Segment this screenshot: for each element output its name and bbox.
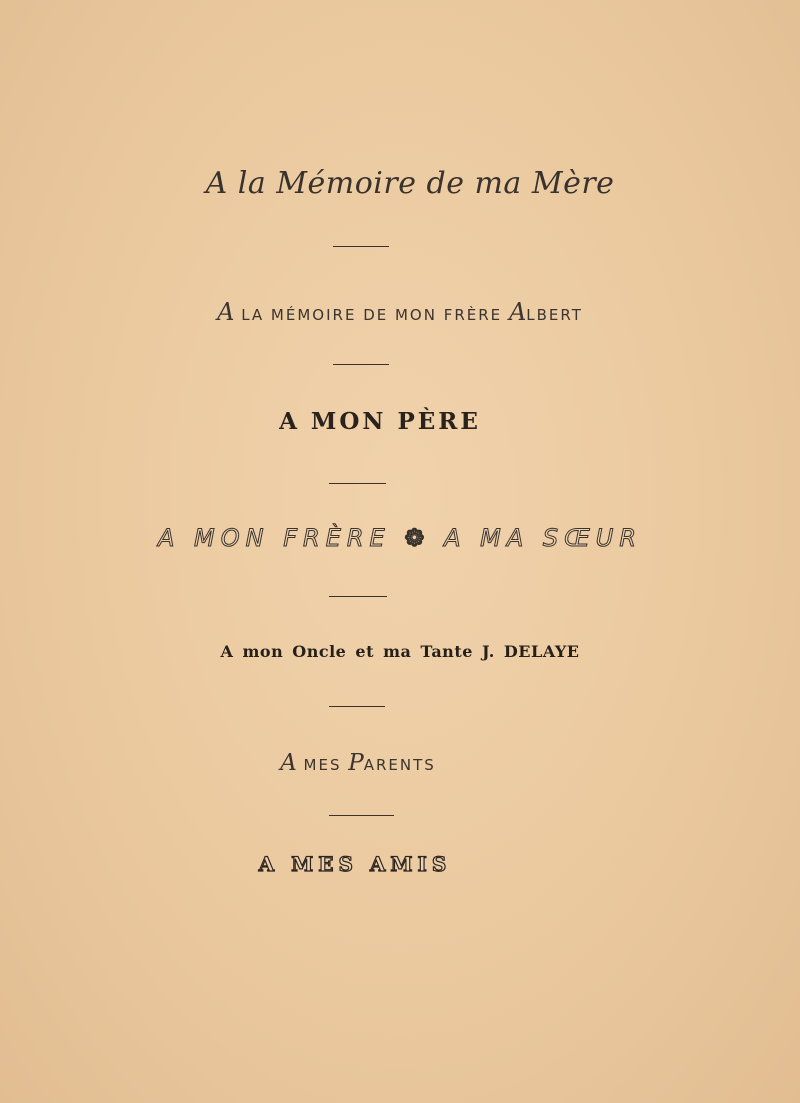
- dedication-father: A MON PÈRE: [279, 408, 481, 435]
- dedication-brother-sister: A MON FRÈRE ❁ A MA SŒUR: [157, 524, 643, 552]
- dedication-uncle-aunt: A mon Oncle et ma Tante J. DELAYE: [220, 642, 580, 661]
- divider-4: [329, 596, 387, 597]
- dedication-text-tail: ARENTS: [363, 756, 436, 774]
- divider-2: [333, 364, 389, 365]
- dedication-friends: A MES AMIS: [258, 852, 452, 876]
- divider-6: [329, 815, 394, 816]
- initial-p: P: [348, 750, 364, 776]
- dedication-text: LA MÉMOIRE DE MON FRÈRE: [234, 306, 509, 324]
- divider-3: [329, 483, 386, 484]
- divider-1: [333, 246, 389, 247]
- divider-5: [329, 706, 385, 707]
- initial-a-albert: A: [508, 298, 527, 326]
- dedication-mother: A la Mémoire de ma Mère: [205, 166, 615, 201]
- dedication-text-tail: LBERT: [526, 306, 583, 324]
- initial-a: A: [217, 298, 235, 326]
- dedication-relatives: [0, 750, 758, 776]
- dedication-brother-albert: [0, 298, 800, 326]
- initial-a: A: [280, 750, 297, 776]
- dedication-text: MES: [296, 756, 349, 774]
